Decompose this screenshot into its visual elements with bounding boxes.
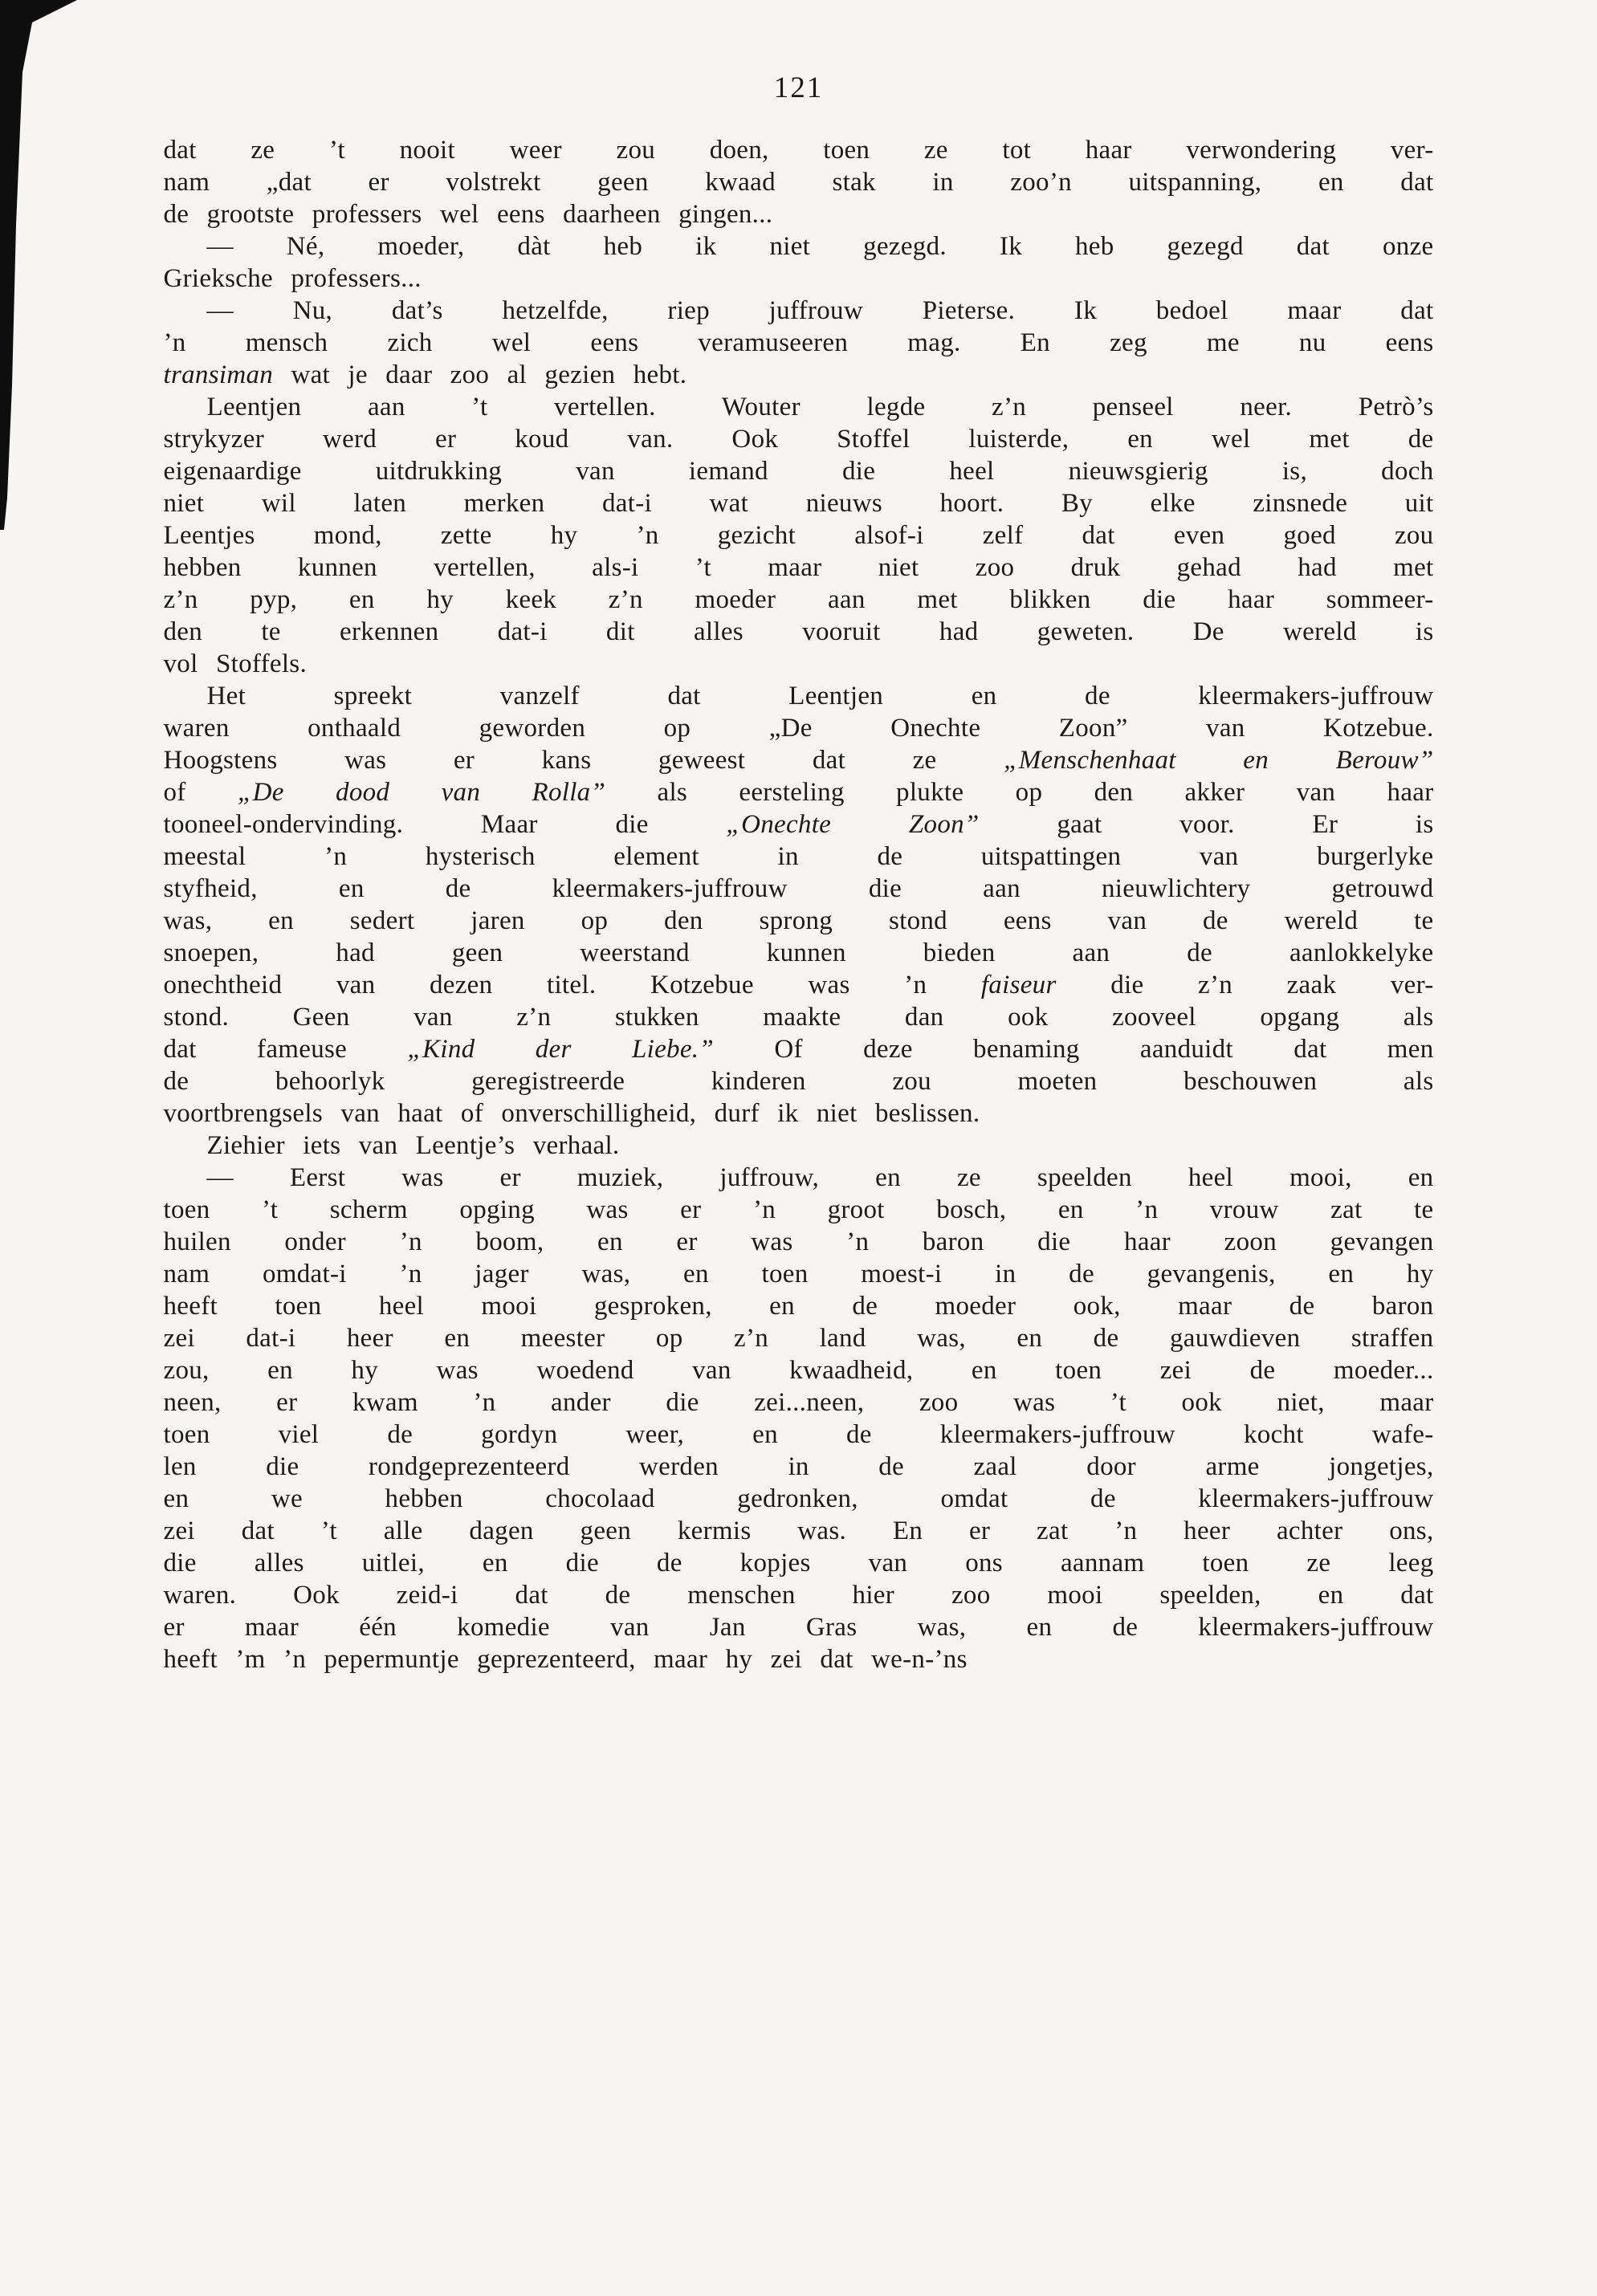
text-segment: den te erkennen dat-i dit alles vooruit had geweten. De wereld is xyxy=(163,617,1434,646)
text-line xyxy=(164,423,1434,455)
text-segment: hebben kunnen vertellen, als-i ’t maar niet zoo druk gehad had met xyxy=(163,553,1434,582)
text-segment: en we hebben chocolaad gedronken, omdat de kleermakers-juffrouw xyxy=(163,1484,1434,1513)
text-block xyxy=(164,134,1434,1675)
text-line xyxy=(164,1579,1434,1611)
text-line xyxy=(164,1354,1434,1386)
text-line xyxy=(164,808,1434,841)
text-line xyxy=(164,1643,1434,1675)
text-segment: er maar één komedie van Jan Gras was, en de kleermakers-juffrouw xyxy=(163,1613,1434,1642)
text-line xyxy=(164,455,1434,487)
text-segment: zei dat ’t alle dagen geen kermis was. En er zat ’n heer achter ons, xyxy=(163,1516,1434,1545)
text-segment: zei dat-i heer en meester op z’n land was, en de gauwdieven straffen xyxy=(163,1324,1434,1353)
text-segment: zou, en hy was woedend van kwaadheid, en toen zei de moeder... xyxy=(163,1356,1434,1385)
text-line xyxy=(164,1162,1434,1194)
text-segment: len die rondgeprezenteerd werden in de zaal door arme jongetjes, xyxy=(163,1452,1434,1481)
text-segment: Of deze benaming aanduidt dat men xyxy=(714,1035,1434,1064)
text-segment: dat ze ’t nooit weer zou doen, toen ze tot haar verwondering ver- xyxy=(163,136,1434,165)
text-line xyxy=(164,969,1434,1001)
text-line xyxy=(164,1547,1434,1579)
text-segment: — Eerst was er muziek, juffrouw, en ze speelden heel mooi, en xyxy=(206,1163,1434,1192)
text-segment: vol Stoffels. xyxy=(163,649,307,678)
text-line xyxy=(164,905,1434,937)
text-line xyxy=(164,230,1434,263)
text-line xyxy=(164,1483,1434,1515)
text-segment: onechtheid van dezen titel. Kotzebue was ’n xyxy=(163,971,981,999)
text-segment: huilen onder ’n boom, en er was ’n baron die haar zoon gevangen xyxy=(163,1227,1434,1256)
text-segment: de behoorlyk geregistreerde kinderen zou moeten beschouwen als xyxy=(163,1067,1434,1096)
text-line xyxy=(164,359,1434,391)
text-segment: Hoogstens was er kans geweest dat ze xyxy=(163,746,1004,775)
text-segment: — Né, moeder, dàt heb ik niet gezegd. Ik heb gezegd dat onze xyxy=(206,232,1434,261)
text-segment: meestal ’n hysterisch element in de uitspattingen van burgerlyke xyxy=(163,842,1434,871)
text-line xyxy=(164,776,1434,808)
page-number: 121 xyxy=(773,71,824,104)
text-segment: die z’n zaak ver- xyxy=(1056,971,1434,999)
text-segment: de grootste professers wel eens daarheen gingen... xyxy=(163,200,773,229)
text-segment: Het spreekt vanzelf dat Leentjen en de kleermakers-juffrouw xyxy=(206,682,1434,710)
text-segment: dat fameuse xyxy=(163,1035,408,1064)
italic-text-segment: transiman xyxy=(163,360,274,389)
text-line xyxy=(164,1226,1434,1258)
text-line xyxy=(164,519,1434,552)
text-segment: stond. Geen van z’n stukken maakte dan ook zooveel opgang als xyxy=(163,1003,1434,1032)
text-segment: ’n mensch zich wel eens veramuseeren mag. En zeg me nu eens xyxy=(163,328,1434,357)
text-line xyxy=(164,616,1434,648)
text-line xyxy=(164,552,1434,584)
text-segment: neen, er kwam ’n ander die zei...neen, zoo was ’t ook niet, maar xyxy=(163,1388,1434,1417)
text-line xyxy=(164,263,1434,295)
text-segment: Leentjes mond, zette hy ’n gezicht alsof-i zelf dat even goed zou xyxy=(163,521,1434,550)
text-line xyxy=(164,1258,1434,1290)
text-segment: Grieksche professers... xyxy=(163,264,422,293)
text-line xyxy=(164,712,1434,744)
italic-text-segment: „De dood van Rolla” xyxy=(237,778,606,807)
text-segment: als eersteling plukte op den akker van haar xyxy=(605,778,1434,807)
text-line xyxy=(164,1386,1434,1419)
text-segment: voortbrengsels van haat of onverschilligheid, durf ik niet beslissen. xyxy=(163,1099,980,1128)
text-segment: toen viel de gordyn weer, en de kleermakers-juffrouw kocht wafe- xyxy=(163,1420,1434,1449)
text-line xyxy=(164,1322,1434,1354)
text-line xyxy=(164,1065,1434,1097)
text-segment: gaat voor. Er is xyxy=(979,810,1434,839)
text-line xyxy=(164,873,1434,905)
text-segment: z’n pyp, en hy keek z’n moeder aan met blikken die haar sommeer- xyxy=(163,585,1434,614)
text-segment: Ziehier iets van Leentje’s verhaal. xyxy=(206,1131,620,1160)
text-line xyxy=(164,166,1434,198)
text-line xyxy=(164,1194,1434,1226)
text-line xyxy=(164,1451,1434,1483)
text-segment: heeft ’m ’n pepermuntje geprezenteerd, maar hy zei dat we-n-’ns xyxy=(163,1645,968,1674)
text-line xyxy=(164,327,1434,359)
text-segment: nam omdat-i ’n jager was, en toen moest-i in de gevangenis, en hy xyxy=(163,1260,1434,1288)
text-segment: niet wil laten merken dat-i wat nieuws hoort. By elke zinsnede uit xyxy=(163,489,1434,518)
text-line xyxy=(164,744,1434,776)
text-segment: die alles uitlei, en die de kopjes van ons aannam toen ze leeg xyxy=(163,1549,1434,1577)
text-segment: eigenaardige uitdrukking van iemand die heel nieuwsgierig is, doch xyxy=(163,457,1434,486)
text-line xyxy=(164,134,1434,166)
text-line xyxy=(164,1611,1434,1643)
text-line xyxy=(164,1033,1434,1065)
text-line xyxy=(164,391,1434,423)
italic-text-segment: „Menschenhaat en Berouw” xyxy=(1004,746,1434,775)
text-segment: styfheid, en de kleermakers-juffrouw die aan nieuwlichtery getrouwd xyxy=(163,874,1434,903)
text-segment: — Nu, dat’s hetzelfde, riep juffrouw Pieterse. Ik bedoel maar dat xyxy=(206,296,1434,325)
italic-text-segment: „Kind der Liebe.” xyxy=(407,1035,714,1064)
text-line xyxy=(164,1130,1434,1162)
text-segment: wat je daar zoo al gezien hebt. xyxy=(273,360,687,389)
text-segment: Leentjen aan ’t vertellen. Wouter legde z’n penseel neer. Petrò’s xyxy=(206,393,1434,421)
text-segment: nam „dat er volstrekt geen kwaad stak in zoo’n uitspanning, en dat xyxy=(163,168,1434,197)
text-line xyxy=(164,1290,1434,1322)
text-segment: snoepen, had geen weerstand kunnen bieden aan de aanlokkelyke xyxy=(163,938,1434,967)
text-segment: toen ’t scherm opging was er ’n groot bosch, en ’n vrouw zat te xyxy=(163,1195,1434,1224)
text-line xyxy=(164,1001,1434,1033)
text-line xyxy=(164,295,1434,327)
text-line xyxy=(164,198,1434,230)
text-segment: waren onthaald geworden op „De Onechte Zoon” van Kotzebue. xyxy=(163,714,1434,743)
text-line xyxy=(164,680,1434,712)
text-segment: waren. Ook zeid-i dat de menschen hier zoo mooi speelden, en dat xyxy=(163,1581,1434,1610)
text-line xyxy=(164,487,1434,519)
text-line xyxy=(164,1097,1434,1130)
text-line xyxy=(164,1419,1434,1451)
text-line xyxy=(164,648,1434,680)
text-segment: strykyzer werd er koud van. Ook Stoffel luisterde, en wel met de xyxy=(163,425,1434,454)
scan-edge-artifact xyxy=(0,0,96,530)
text-segment: tooneel-ondervinding. Maar die xyxy=(163,810,727,839)
italic-text-segment: faiseur xyxy=(980,971,1057,999)
text-segment: was, en sedert jaren op den sprong stond eens van de wereld te xyxy=(163,906,1434,935)
text-segment: heeft toen heel mooi gesproken, en de moeder ook, maar de baron xyxy=(163,1292,1434,1321)
text-line xyxy=(164,584,1434,616)
italic-text-segment: „Onechte Zoon” xyxy=(726,810,980,839)
text-line xyxy=(164,1515,1434,1547)
text-segment: of xyxy=(163,778,238,807)
text-line xyxy=(164,841,1434,873)
text-line xyxy=(164,937,1434,969)
